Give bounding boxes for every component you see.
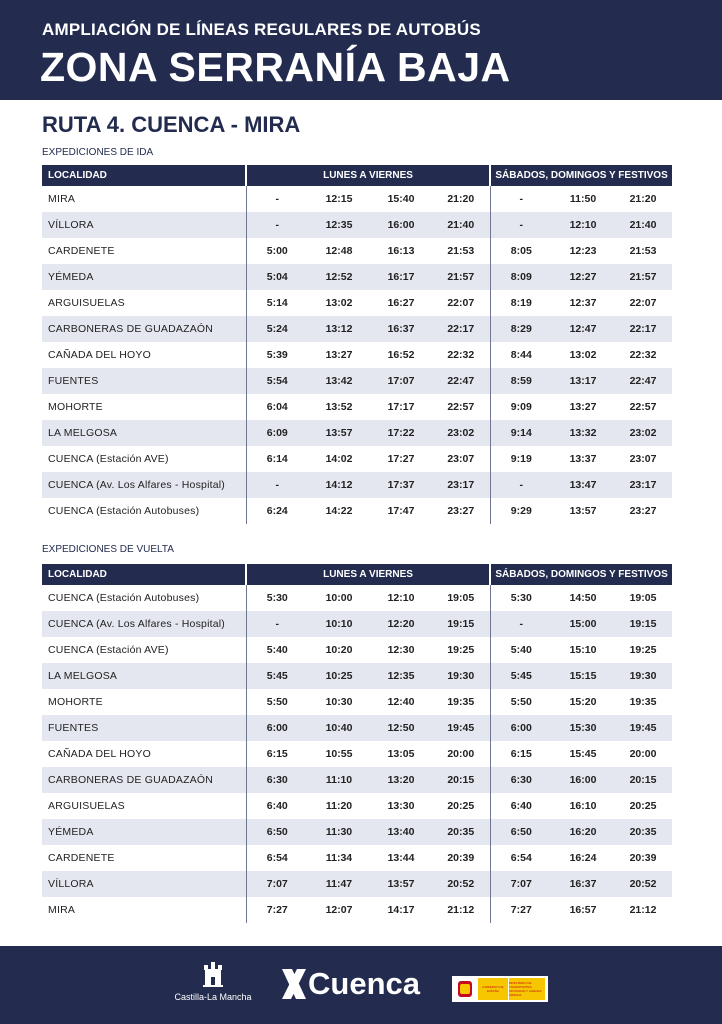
- departure-time-cell: 21:40: [432, 212, 490, 238]
- departure-time-cell: 16:10: [569, 800, 597, 812]
- departure-time-cell: -: [246, 212, 308, 238]
- departure-time-cell: 19:30: [614, 663, 672, 689]
- vuelta-table-row: [42, 897, 672, 923]
- departure-time-cell: 22:32: [629, 349, 657, 361]
- departure-time-cell: 21:12: [629, 904, 657, 916]
- stop-name-cell: CUENCA (Estación AVE): [48, 453, 169, 465]
- departure-time-cell: -: [246, 472, 308, 498]
- departure-time-cell: 7:07: [246, 871, 308, 897]
- departure-time-cell: 16:00: [370, 212, 432, 238]
- departure-time-cell: 22:07: [629, 297, 657, 309]
- departure-time-cell: 6:40: [490, 793, 552, 819]
- stop-name-cell: YÉMEDA: [42, 264, 246, 290]
- departure-time-cell: 22:47: [432, 368, 490, 394]
- vuelta-col-weekdays: LUNES A VIERNES: [246, 564, 490, 585]
- ida-table-row: [42, 498, 672, 524]
- departure-time-cell: 10:20: [325, 644, 353, 656]
- departure-time-cell: 16:20: [552, 819, 614, 845]
- departure-time-cell: 12:27: [552, 264, 614, 290]
- stop-name-cell: CAÑADA DEL HOYO: [48, 349, 151, 361]
- ida-schedule-table: [42, 165, 672, 524]
- departure-time-cell: 23:27: [629, 505, 657, 517]
- departure-time-cell: -: [490, 186, 552, 212]
- vuelta-section-label: EXPEDICIONES DE VUELTA: [42, 544, 174, 555]
- departure-time-cell: 23:17: [614, 472, 672, 498]
- departure-time-cell: 15:30: [552, 715, 614, 741]
- departure-time-cell: 8:19: [490, 290, 552, 316]
- departure-time-cell: 12:15: [325, 193, 353, 205]
- departure-time-cell: 5:24: [246, 316, 308, 342]
- departure-time-cell: 20:25: [629, 800, 657, 812]
- departure-time-cell: 16:24: [569, 852, 597, 864]
- departure-time-cell: 16:57: [569, 904, 597, 916]
- departure-time-cell: 5:30: [490, 585, 552, 611]
- departure-time-cell: 6:24: [246, 498, 308, 524]
- departure-time-cell: 19:05: [447, 592, 475, 604]
- departure-time-cell: 17:47: [387, 505, 415, 517]
- departure-time-cell: 19:45: [432, 715, 490, 741]
- stop-name-cell: FUENTES: [42, 368, 246, 394]
- departure-time-cell: 6:00: [246, 715, 308, 741]
- departure-time-cell: 20:39: [629, 852, 657, 864]
- stop-name-cell: CAÑADA DEL HOYO: [48, 748, 151, 760]
- departure-time-cell: 13:02: [569, 349, 597, 361]
- stop-name-cell: MOHORTE: [48, 696, 103, 708]
- departure-time-cell: 16:27: [387, 297, 415, 309]
- departure-time-cell: 13:20: [370, 767, 432, 793]
- departure-time-cell: 20:52: [614, 871, 672, 897]
- departure-time-cell: 5:54: [246, 368, 308, 394]
- departure-time-cell: 10:40: [308, 715, 370, 741]
- departure-time-cell: 21:12: [447, 904, 475, 916]
- departure-time-cell: 9:19: [490, 446, 552, 472]
- departure-time-cell: 16:17: [370, 264, 432, 290]
- gov-label-box: [478, 978, 508, 1000]
- stop-name-cell: ARGUISUELAS: [48, 297, 125, 309]
- header-supertitle: AMPLIACIÓN DE LÍNEAS REGULARES DE AUTOBÚS: [42, 20, 481, 39]
- vuelta-table-row: [42, 793, 672, 819]
- departure-time-cell: 13:57: [370, 871, 432, 897]
- ida-section-label: EXPEDICIONES DE IDA: [42, 147, 154, 158]
- departure-time-cell: 6:30: [490, 767, 552, 793]
- x-mark-icon: [280, 967, 308, 1001]
- departure-time-cell: 17:22: [370, 420, 432, 446]
- stop-name-cell: MIRA: [48, 904, 76, 916]
- gov-ministry-box: [509, 978, 545, 1000]
- departure-time-cell: 10:25: [308, 663, 370, 689]
- departure-time-cell: 6:15: [490, 741, 552, 767]
- departure-time-cell: 21:20: [629, 193, 657, 205]
- stop-name-cell: CUENCA (Estación Autobuses): [48, 505, 200, 517]
- departure-time-cell: 19:45: [614, 715, 672, 741]
- departure-time-cell: 23:07: [447, 453, 475, 465]
- xcuenca-logo: [280, 962, 420, 1006]
- departure-time-cell: 9:14: [490, 420, 552, 446]
- departure-time-cell: 5:45: [490, 663, 552, 689]
- departure-time-cell: -: [246, 611, 308, 637]
- departure-time-cell: 5:50: [246, 689, 308, 715]
- stop-name-cell: CARBONERAS DE GUADAZAÓN: [42, 767, 246, 793]
- departure-time-cell: 6:54: [490, 845, 552, 871]
- departure-time-cell: 12:40: [387, 696, 415, 708]
- departure-time-cell: 22:07: [447, 297, 475, 309]
- departure-time-cell: 7:27: [246, 897, 308, 923]
- departure-time-cell: 15:45: [569, 748, 597, 760]
- departure-time-cell: 5:00: [246, 238, 308, 264]
- departure-time-cell: 19:35: [629, 696, 657, 708]
- gov-ministry-text: MINISTERIO DE TRANSPORTES, MOVILIDAD Y AGENDA URBANA: [509, 981, 542, 997]
- departure-time-cell: 13:57: [569, 505, 597, 517]
- departure-time-cell: -: [490, 212, 552, 238]
- departure-time-cell: 8:59: [490, 368, 552, 394]
- ida-table-row: [42, 368, 672, 394]
- xcuenca-text: Cuenca: [308, 966, 420, 1001]
- departure-time-cell: 20:00: [629, 748, 657, 760]
- stop-name-cell: CARDENETE: [48, 852, 115, 864]
- stop-name-cell: YÉMEDA: [42, 819, 246, 845]
- castilla-la-mancha-logo: [168, 959, 258, 1011]
- departure-time-cell: 13:57: [308, 420, 370, 446]
- departure-time-cell: 12:10: [387, 592, 415, 604]
- departure-time-cell: 6:40: [246, 793, 308, 819]
- departure-time-cell: 20:15: [614, 767, 672, 793]
- departure-time-cell: 20:35: [614, 819, 672, 845]
- departure-time-cell: 5:14: [246, 290, 308, 316]
- departure-time-cell: 22:57: [447, 401, 475, 413]
- departure-time-cell: 22:47: [614, 368, 672, 394]
- departure-time-cell: -: [490, 611, 552, 637]
- departure-time-cell: 6:14: [246, 446, 308, 472]
- departure-time-cell: 13:37: [569, 453, 597, 465]
- stop-name-cell: CARDENETE: [48, 245, 115, 257]
- departure-time-cell: 6:50: [246, 819, 308, 845]
- vuelta-table-row: [42, 741, 672, 767]
- footer-bar: [0, 946, 722, 1024]
- departure-time-cell: 13:44: [387, 852, 415, 864]
- departure-time-cell: 13:17: [552, 368, 614, 394]
- departure-time-cell: 12:35: [370, 663, 432, 689]
- departure-time-cell: 22:17: [614, 316, 672, 342]
- departure-time-cell: 12:52: [308, 264, 370, 290]
- departure-time-cell: 21:53: [447, 245, 475, 257]
- departure-time-cell: 10:55: [325, 748, 353, 760]
- stop-name-cell: ARGUISUELAS: [48, 800, 125, 812]
- departure-time-cell: 7:27: [490, 897, 552, 923]
- departure-time-cell: 12:07: [325, 904, 353, 916]
- departure-time-cell: 15:40: [387, 193, 415, 205]
- ida-col-localidad: LOCALIDAD: [42, 165, 246, 186]
- departure-time-cell: 15:10: [569, 644, 597, 656]
- vuelta-header-row: [42, 564, 672, 585]
- ida-table-row: [42, 342, 672, 368]
- departure-time-cell: 11:34: [325, 852, 353, 864]
- stop-name-cell: CUENCA (Estación Autobuses): [48, 592, 200, 604]
- vuelta-table-row: [42, 637, 672, 663]
- departure-time-cell: 8:29: [490, 316, 552, 342]
- departure-time-cell: 5:45: [246, 663, 308, 689]
- ida-table-row: [42, 264, 672, 290]
- ida-table-row: [42, 186, 672, 212]
- departure-time-cell: 21:53: [629, 245, 657, 257]
- departure-time-cell: 13:52: [325, 401, 353, 413]
- vuelta-table-row: [42, 767, 672, 793]
- departure-time-cell: 20:25: [447, 800, 475, 812]
- ida-table-row: [42, 290, 672, 316]
- departure-time-cell: 7:07: [490, 871, 552, 897]
- departure-time-cell: 5:39: [246, 342, 308, 368]
- departure-time-cell: 20:00: [447, 748, 475, 760]
- ida-header-row: [42, 165, 672, 186]
- departure-time-cell: 20:39: [447, 852, 475, 864]
- stop-name-cell: LA MELGOSA: [42, 663, 246, 689]
- departure-time-cell: 23:17: [432, 472, 490, 498]
- stop-name-cell: CARBONERAS DE GUADAZAÓN: [42, 316, 246, 342]
- departure-time-cell: 17:17: [387, 401, 415, 413]
- departure-time-cell: 12:50: [370, 715, 432, 741]
- departure-time-cell: 5:40: [490, 637, 552, 663]
- ida-table-row: [42, 238, 672, 264]
- departure-time-cell: 10:30: [325, 696, 353, 708]
- departure-time-cell: 12:48: [325, 245, 353, 257]
- departure-time-cell: 11:47: [308, 871, 370, 897]
- departure-time-cell: 16:13: [387, 245, 415, 257]
- departure-time-cell: 19:25: [629, 644, 657, 656]
- departure-time-cell: 13:05: [387, 748, 415, 760]
- departure-time-cell: 14:50: [569, 592, 597, 604]
- departure-time-cell: 10:10: [308, 611, 370, 637]
- departure-time-cell: 5:40: [246, 637, 308, 663]
- departure-time-cell: 13:32: [552, 420, 614, 446]
- departure-time-cell: 12:30: [387, 644, 415, 656]
- ida-table-row: [42, 446, 672, 472]
- departure-time-cell: 10:00: [325, 592, 353, 604]
- departure-time-cell: 19:25: [447, 644, 475, 656]
- vuelta-table-row: [42, 689, 672, 715]
- departure-time-cell: 12:35: [308, 212, 370, 238]
- vuelta-table-row: [42, 715, 672, 741]
- ida-table-row: [42, 316, 672, 342]
- ida-table-row: [42, 394, 672, 420]
- castle-crest-icon: [202, 959, 224, 989]
- departure-time-cell: 19:05: [629, 592, 657, 604]
- vuelta-table-row: [42, 871, 672, 897]
- header-banner: [0, 0, 722, 100]
- ida-table-row: [42, 420, 672, 446]
- departure-time-cell: 23:02: [614, 420, 672, 446]
- departure-time-cell: 14:02: [325, 453, 353, 465]
- stop-name-cell: MIRA: [48, 193, 76, 205]
- departure-time-cell: 9:09: [490, 394, 552, 420]
- departure-time-cell: 15:00: [552, 611, 614, 637]
- departure-time-cell: 21:40: [614, 212, 672, 238]
- departure-time-cell: 9:29: [490, 498, 552, 524]
- departure-time-cell: 6:15: [246, 741, 308, 767]
- departure-time-cell: 20:52: [432, 871, 490, 897]
- stop-name-cell: VÍLLORA: [42, 212, 246, 238]
- departure-time-cell: 13:47: [552, 472, 614, 498]
- departure-time-cell: 12:37: [569, 297, 597, 309]
- header-title: ZONA SERRANÍA BAJA: [40, 44, 511, 90]
- departure-time-cell: 19:35: [447, 696, 475, 708]
- ida-table-row: [42, 472, 672, 498]
- departure-time-cell: 22:32: [447, 349, 475, 361]
- ida-col-weekdays: LUNES A VIERNES: [246, 165, 490, 186]
- departure-time-cell: 21:20: [447, 193, 475, 205]
- stop-name-cell: CUENCA (Av. Los Alfares - Hospital): [42, 472, 246, 498]
- gov-label: GOBIERNO DE ESPAÑA: [482, 985, 504, 993]
- departure-time-cell: 17:27: [387, 453, 415, 465]
- stop-name-cell: LA MELGOSA: [42, 420, 246, 446]
- departure-time-cell: 13:02: [325, 297, 353, 309]
- departure-time-cell: 14:22: [325, 505, 353, 517]
- departure-time-cell: 8:09: [490, 264, 552, 290]
- departure-time-cell: 22:57: [629, 401, 657, 413]
- departure-time-cell: 19:15: [614, 611, 672, 637]
- departure-time-cell: 6:50: [490, 819, 552, 845]
- vuelta-schedule-table: [42, 564, 672, 923]
- departure-time-cell: 13:27: [569, 401, 597, 413]
- departure-time-cell: 14:17: [387, 904, 415, 916]
- departure-time-cell: 13:27: [325, 349, 353, 361]
- departure-time-cell: 8:44: [490, 342, 552, 368]
- departure-time-cell: 21:57: [432, 264, 490, 290]
- departure-time-cell: 6:30: [246, 767, 308, 793]
- spain-shield-icon: [454, 978, 476, 1000]
- departure-time-cell: 17:07: [370, 368, 432, 394]
- departure-time-cell: 12:23: [569, 245, 597, 257]
- departure-time-cell: 15:15: [552, 663, 614, 689]
- departure-time-cell: 11:20: [325, 800, 353, 812]
- stop-name-cell: CUENCA (Estación AVE): [48, 644, 169, 656]
- stop-name-cell: FUENTES: [42, 715, 246, 741]
- departure-time-cell: 6:04: [246, 394, 308, 420]
- departure-time-cell: 13:42: [308, 368, 370, 394]
- ida-col-weekend: SÁBADOS, DOMINGOS Y FESTIVOS: [490, 165, 672, 186]
- gobierno-espana-logo: [452, 976, 548, 1002]
- departure-time-cell: 14:12: [308, 472, 370, 498]
- departure-time-cell: 11:50: [569, 193, 597, 205]
- departure-time-cell: 16:37: [552, 871, 614, 897]
- departure-time-cell: 20:15: [432, 767, 490, 793]
- route-title: RUTA 4. CUENCA - MIRA: [42, 112, 301, 137]
- stop-name-cell: VÍLLORA: [42, 871, 246, 897]
- departure-time-cell: 15:20: [569, 696, 597, 708]
- stop-name-cell: MOHORTE: [48, 401, 103, 413]
- departure-time-cell: 17:37: [370, 472, 432, 498]
- departure-time-cell: 12:47: [552, 316, 614, 342]
- departure-time-cell: 11:10: [308, 767, 370, 793]
- departure-time-cell: 22:17: [432, 316, 490, 342]
- departure-time-cell: 6:09: [246, 420, 308, 446]
- departure-time-cell: 16:37: [370, 316, 432, 342]
- vuelta-table-row: [42, 663, 672, 689]
- departure-time-cell: 12:10: [552, 212, 614, 238]
- departure-time-cell: 11:30: [308, 819, 370, 845]
- vuelta-col-localidad: LOCALIDAD: [42, 564, 246, 585]
- departure-time-cell: 16:00: [552, 767, 614, 793]
- departure-time-cell: 19:15: [432, 611, 490, 637]
- departure-time-cell: 5:30: [246, 585, 308, 611]
- departure-time-cell: 13:12: [308, 316, 370, 342]
- vuelta-table-row: [42, 585, 672, 611]
- departure-time-cell: 23:02: [432, 420, 490, 446]
- departure-time-cell: 23:07: [629, 453, 657, 465]
- departure-time-cell: 13:30: [387, 800, 415, 812]
- vuelta-table-row: [42, 819, 672, 845]
- departure-time-cell: 20:35: [432, 819, 490, 845]
- departure-time-cell: 12:20: [370, 611, 432, 637]
- vuelta-table-row: [42, 611, 672, 637]
- departure-time-cell: 8:05: [490, 238, 552, 264]
- castilla-la-mancha-text: Castilla-La Mancha: [174, 992, 252, 1002]
- departure-time-cell: -: [490, 472, 552, 498]
- vuelta-table-row: [42, 845, 672, 871]
- ida-table-row: [42, 212, 672, 238]
- vuelta-col-weekend: SÁBADOS, DOMINGOS Y FESTIVOS: [490, 564, 672, 585]
- departure-time-cell: 5:50: [490, 689, 552, 715]
- departure-time-cell: -: [246, 186, 308, 212]
- departure-time-cell: 19:30: [432, 663, 490, 689]
- departure-time-cell: 6:00: [490, 715, 552, 741]
- departure-time-cell: 5:04: [246, 264, 308, 290]
- stop-name-cell: CUENCA (Av. Los Alfares - Hospital): [42, 611, 246, 637]
- departure-time-cell: 16:52: [387, 349, 415, 361]
- departure-time-cell: 6:54: [246, 845, 308, 871]
- departure-time-cell: 23:27: [447, 505, 475, 517]
- departure-time-cell: 21:57: [614, 264, 672, 290]
- departure-time-cell: 13:40: [370, 819, 432, 845]
